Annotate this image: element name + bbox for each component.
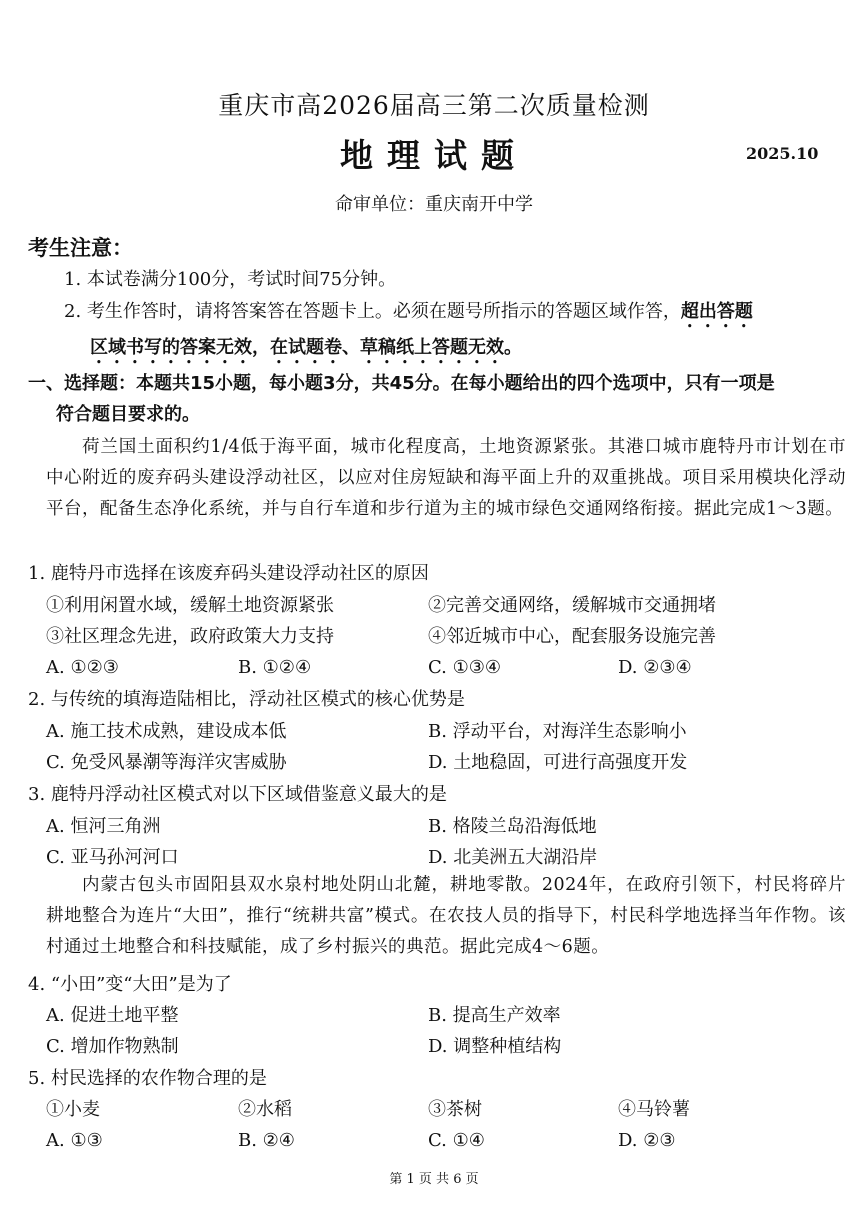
q5-option-d: D. ②③ — [618, 1130, 676, 1151]
q2-option-d: D. 土地稳固，可进行高强度开发 — [428, 752, 688, 773]
q1-option-a: A. ①②③ — [46, 657, 119, 678]
page-number: 第 1 页 共 6 页 — [389, 1172, 479, 1187]
q3-option-b: B. 格陵兰岛沿海低地 — [428, 816, 597, 837]
notice-item-2 — [64, 296, 854, 368]
q1-option-b: B. ①②④ — [238, 657, 312, 678]
passage-2: 内蒙古包头市固阳县双水泉村地处阴山北麓，耕地零散。2024年，在政府引领下，村民将碎片耕地整合为连片“大田”，推行“统耕共富”模式。在农技人员的指导下，村民科学地选择当年作物。该村通过土地整合和科技赋能，成了乡村振兴的典范。据此完成4～6题。 — [46, 875, 846, 957]
q1-option-c: C. ①③④ — [428, 657, 501, 678]
q5-option-a: A. ①③ — [46, 1130, 103, 1151]
exam-date: 2025.10 — [746, 144, 819, 163]
q1-statement-3: ③社区理念先进，政府政策大力支持 — [46, 626, 334, 647]
notice-heading: 考生注意： — [28, 236, 133, 260]
question-4-stem: 4. “小田”变“大田”是为了 — [28, 974, 232, 995]
notice-item-1: 1. 本试卷满分100分，考试时间75分钟。 — [64, 269, 397, 290]
notice-item-2-emphasis-2: 区域书写的答案无效，在试题卷、草稿纸上答题无效。 — [90, 337, 522, 358]
exam-title: 重庆市高2026届高三第二次质量检测 — [218, 91, 650, 120]
question-3-stem: 3. 鹿特丹浮动社区模式对以下区域借鉴意义最大的是 — [28, 784, 447, 805]
q2-option-b: B. 浮动平台，对海洋生态影响小 — [428, 721, 687, 742]
author-line: 命审单位：重庆南开中学 — [335, 194, 533, 215]
notice-item-2-emphasis-1: 超出答题 — [680, 301, 753, 322]
q5-statement-4: ④马铃薯 — [618, 1099, 690, 1120]
q3-option-a: A. 恒河三角洲 — [46, 816, 161, 837]
q4-option-a: A. 促进土地平整 — [46, 1005, 179, 1026]
section-heading-line-2: 符合题目要求的。 — [56, 404, 200, 425]
q2-option-a: A. 施工技术成熟，建设成本低 — [46, 721, 287, 742]
q5-statement-2: ②水稻 — [238, 1099, 292, 1120]
question-5-stem: 5. 村民选择的农作物合理的是 — [28, 1068, 267, 1089]
notice-item-2-text: 2. 考生作答时，请将答案答在答题卡上。必须在题号所指示的答题区域作答， — [64, 301, 681, 322]
subject-title: 地理试题 — [340, 136, 528, 175]
q1-statement-4: ④邻近城市中心，配套服务设施完善 — [428, 626, 716, 647]
q5-option-b: B. ②④ — [238, 1130, 295, 1151]
q1-statement-1: ①利用闲置水域，缓解土地资源紧张 — [46, 595, 334, 616]
passage-1: 荷兰国土面积约1/4低于海平面，城市化程度高，土地资源紧张。其港口城市鹿特丹市计划在市中心附近的废弃码头建设浮动社区，以应对住房短缺和海平面上升的双重挑战。项目采用模块化浮动平台，配备生态净化系统，并与自行车道和步行道为主的城市绿色交通网络衔接。据此完成1～3题。 — [46, 437, 846, 519]
q4-option-c: C. 增加作物熟制 — [46, 1036, 179, 1057]
q3-option-c: C. 亚马孙河河口 — [46, 847, 179, 868]
q5-option-c: C. ①④ — [428, 1130, 485, 1151]
question-2-stem: 2. 与传统的填海造陆相比，浮动社区模式的核心优势是 — [28, 689, 465, 710]
question-1-stem: 1. 鹿特丹市选择在该废弃码头建设浮动社区的原因 — [28, 563, 429, 584]
q1-option-d: D. ②③④ — [618, 657, 692, 678]
q4-option-b: B. 提高生产效率 — [428, 1005, 561, 1026]
q5-statement-1: ①小麦 — [46, 1099, 100, 1120]
q3-option-d: D. 北美洲五大湖沿岸 — [428, 847, 598, 868]
q5-statement-3: ③茶树 — [428, 1099, 482, 1120]
q4-option-d: D. 调整种植结构 — [428, 1036, 562, 1057]
section-heading-line-1: 一、选择题：本题共15小题，每小题3分，共45分。在每小题给出的四个选项中，只有一项是 — [28, 373, 775, 394]
q1-statement-2: ②完善交通网络，缓解城市交通拥堵 — [428, 595, 716, 616]
q2-option-c: C. 免受风暴潮等海洋灾害威胁 — [46, 752, 287, 773]
section-heading — [28, 368, 848, 430]
